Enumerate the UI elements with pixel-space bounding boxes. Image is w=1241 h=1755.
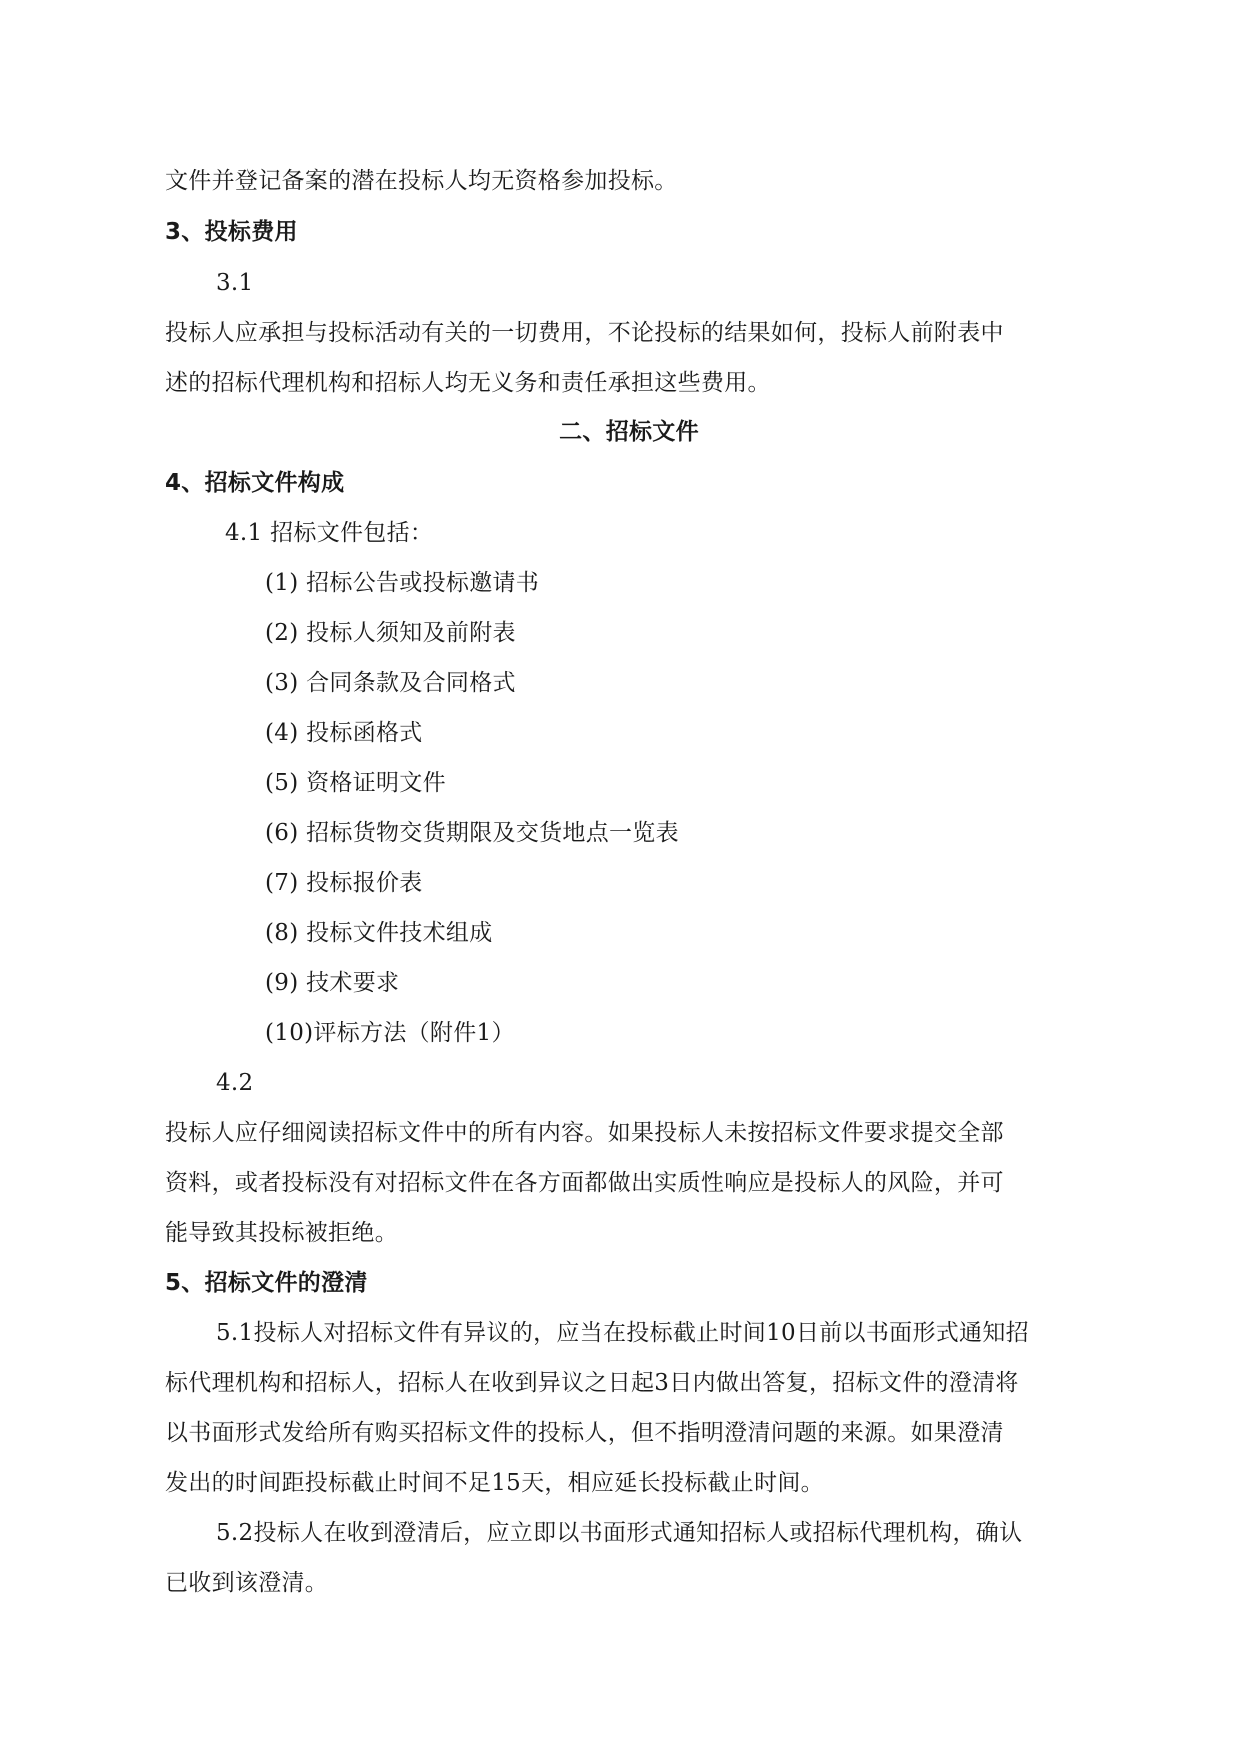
- clause-4-1: 4.1 招标文件包括：: [225, 520, 434, 546]
- paragraph-line: 投标人应承担与投标活动有关的一切费用，不论投标的结果如何，投标人前附表中: [165, 320, 1004, 346]
- list-item: (1) 招标公告或投标邀请书: [265, 570, 540, 596]
- section-heading-3: 3、投标费用: [165, 219, 298, 245]
- paragraph-line: 资料，或者投标没有对招标文件在各方面都做出实质性响应是投标人的风险，并可: [165, 1170, 1004, 1196]
- clause-number-4-2: 4.2: [216, 1070, 254, 1096]
- paragraph-line: 文件并登记备案的潜在投标人均无资格参加投标。: [165, 168, 678, 194]
- paragraph-line: 投标人应仔细阅读招标文件中的所有内容。如果投标人未按招标文件要求提交全部: [165, 1120, 1004, 1146]
- list-item: (3) 合同条款及合同格式: [265, 670, 516, 696]
- list-item: (6) 招标货物交货期限及交货地点一览表: [265, 820, 679, 846]
- paragraph-line: 5.1投标人对招标文件有异议的，应当在投标截止时间10日前以书面形式通知招: [216, 1320, 1029, 1346]
- paragraph-line: 能导致其投标被拒绝。: [165, 1220, 398, 1246]
- section-heading-4: 4、招标文件构成: [165, 470, 345, 496]
- list-item: (2) 投标人须知及前附表: [265, 620, 516, 646]
- chapter-heading: 二、招标文件: [559, 419, 699, 445]
- list-item: (8) 投标文件技术组成: [265, 920, 493, 946]
- list-item: (7) 投标报价表: [265, 870, 423, 896]
- list-item: (9) 技术要求: [265, 970, 400, 996]
- paragraph-line: 已收到该澄清。: [165, 1570, 329, 1596]
- paragraph-line: 以书面形式发给所有购买招标文件的投标人，但不指明澄清问题的来源。如果澄清: [165, 1420, 1004, 1446]
- section-heading-5: 5、招标文件的澄清: [165, 1270, 368, 1296]
- paragraph-line: 标代理机构和招标人，招标人在收到异议之日起3日内做出答复，招标文件的澄清将: [165, 1370, 1019, 1396]
- list-item: (5) 资格证明文件: [265, 770, 446, 796]
- clause-number-3-1: 3.1: [216, 270, 254, 296]
- list-item: (4) 投标函格式: [265, 720, 423, 746]
- paragraph-line: 发出的时间距投标截止时间不足15天，相应延长投标截止时间。: [165, 1470, 824, 1496]
- paragraph-line: 5.2投标人在收到澄清后，应立即以书面形式通知招标人或招标代理机构，确认: [216, 1520, 1023, 1546]
- paragraph-line: 述的招标代理机构和招标人均无义务和责任承担这些费用。: [165, 370, 771, 396]
- list-item: (10)评标方法（附件1）: [265, 1020, 515, 1046]
